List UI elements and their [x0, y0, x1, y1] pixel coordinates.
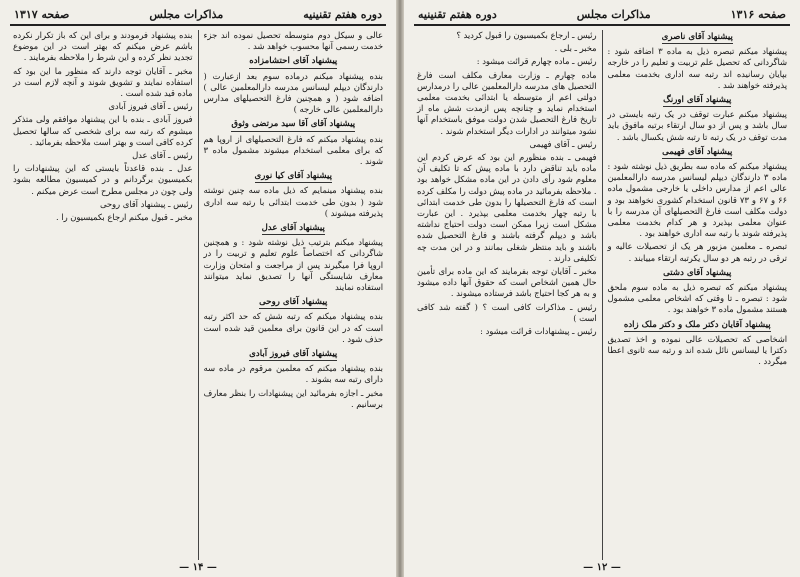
proposal-heading: پیشنهاد آقای آقا سید مرتضی وثوق — [231, 119, 355, 131]
column-rule — [602, 30, 603, 560]
body-paragraph: مخبر ـ قبول میکنم ارجاع بکمیسیون را . — [56, 212, 193, 223]
left-header-title: مذاکرات مجلس — [149, 7, 224, 21]
column-rule — [198, 30, 199, 560]
section-heading-wrapper — [204, 221, 384, 237]
body-paragraph: پیشنهاد میکنم عبارت توقف در یک رتبه بایستی در سال باشد و پس از دو سال ارتقاء برتبه مافوق باید مدت توقف در یک رتبه تا رتبه شش یکسال باشد . — [607, 109, 787, 142]
body-paragraph: مخبر ـ آقایان توجه بفرمایند که این ماده برای تأمین حال همین اشخاص است که حقوق آنها داده میشود و به هر کجا احتیاج باشد فرستاده میشوند . — [417, 266, 597, 299]
body-paragraph: پیشنهاد میکنم تبصره ذیل به ماده ۳ اضافه شود : شاگردانی که تحصیل علم تربیت و تعلیم را در خارجه بپایان رسانیده اند رتبه سه اداری بخدمت معلمی پذیرفته خواهند شد . — [607, 46, 787, 90]
body-paragraph: رئیس ـ پیشنهادات قرائت میشود : — [480, 326, 597, 337]
left-session-label: دوره هفتم تقنینیه — [303, 7, 382, 21]
body-paragraph: عدل ـ بنده قاعدتاً بایستی که این پیشنهادات را بکمیسیون برگردانم و در کمیسیون مطالعه بشود ولی چون در مجلس مطرح است عرض میکنم . — [13, 163, 193, 196]
body-paragraph: رئیس ـ ارجاع بکمیسیون را قبول کردید ؟ — [456, 30, 597, 40]
right-folio: — ۱۲ — — [583, 562, 621, 573]
body-paragraph: رئیس ـ آقای فهیمی — [529, 138, 597, 149]
body-paragraph: فهیمی ـ بنده منظورم این بود که عرض کردم این ماده باید تناقض دارد با ماده پیش که تا تکلیف آن معلوم شود رأی دادن در این ماده مشکل خواهد بود . ملاحظه بفرمائید در ماده پیش دولت را مکلف کرده است که فارغ التحصیلها را بدون طی خدمت ابتدائی با رتبه چهار بخدمت معلمی بپذیرد . این عبارت مشکل است زیرا ممکن است دولت احتیاج نداشته باشد و دیپلم گرفته باشند و فارغ التحصیل شده باشند و باید منتظر شغلی بمانند و در این مدت چه تکلیفی دارند . — [417, 152, 597, 263]
section-heading-wrapper — [608, 93, 788, 109]
proposal-heading: پیشنهاد آقای اورنگ — [663, 95, 731, 107]
right-columns — [414, 30, 790, 560]
proposal-heading: پیشنهاد آقای ناصری — [662, 32, 733, 44]
book-gutter — [396, 0, 404, 577]
section-heading-wrapper — [204, 169, 384, 185]
right-running-head — [414, 6, 790, 26]
proposal-heading: پیشنهاد آقای عدل — [262, 223, 325, 235]
section-heading-wrapper — [204, 117, 384, 133]
right-page-right-column — [605, 30, 791, 560]
section-heading-wrapper — [204, 54, 384, 70]
body-paragraph: تبصره ـ معلمین مزبور هر یک از تحصیلات عالیه و ترقی در رتبه هر دو سال یکرتبه ارتقاء مییابند . — [607, 241, 787, 263]
body-paragraph: رئیس ـ پیشنهاد آقای روحی — [100, 198, 193, 209]
body-paragraph: پیشنهاد میکنم که تبصره ذیل به ماده سوم ملحق شود : تبصره ـ تا وقتی که اشخاص معلمی مشمول هستند مشمول ماده ۳ خواهند بود . — [607, 282, 787, 315]
left-page-label: صفحه ۱۳۱۷ — [14, 7, 70, 21]
body-paragraph: بنده پیشنهاد میکنم درماده سوم بعد ازعبارت ( دارندگان دیپلم لیسانس مدرسه دارالمعلمین عالی ) اضافه شود ( و همچنین فارغ التحصیلهای مدارس دارالمعلمین عالی خارجه ) — [203, 70, 383, 115]
proposal-heading: پیشنهاد آقای احتشامزاده — [249, 56, 337, 68]
right-page-left-column — [414, 30, 600, 560]
left-columns — [10, 30, 386, 560]
right-session-label: دوره هفتم تقنینیه — [418, 7, 497, 21]
left-running-head — [10, 6, 386, 26]
left-folio: — ۱۴ — — [179, 562, 217, 573]
body-paragraph: پیشنهاد میکنم بترتیب ذیل نوشته شود : و همچنین شاگردانی که اختصاصاً علوم تعلیم و تربیت را در اروپا فرا میگیرند پس از مراجعت و امتحان وزارت معارف شایستگی آنها را تصدیق نماید میتوانند استفاده نمایند — [203, 237, 383, 293]
right-header-title: مذاکرات مجلس — [576, 7, 651, 21]
body-paragraph: بنده پیشنهاد میکنم که معلمین مرقوم در ماده سه دارای رتبه سه بشوند . — [203, 363, 383, 385]
left-page-right-column — [201, 30, 387, 560]
body-paragraph: رئیس ـ ماده چهارم قرائت میشود : — [476, 56, 597, 67]
body-paragraph: بنده پیشنهاد میکنم که فارغ التحصیلهای از اروپا هم که برای معلمی استخدام میشوند مشمول ماده ۳ شوند . — [203, 133, 383, 167]
body-paragraph: بنده پیشنهاد مینمایم که ذیل ماده سه چنین نوشته شود ( بدون طی خدمت ابتدائی با رتبه سه اداری پذیرفته میشوند ) — [203, 185, 383, 218]
right-page-label: صفحه ۱۳۱۶ — [730, 7, 786, 21]
section-heading-wrapper — [608, 145, 788, 161]
body-paragraph: اشخاصی که تحصیلات عالی نموده و اخذ تصدیق دکترا یا لیسانس نائل شده اند و رتبه سه ثانوی اعطا میگردد . — [607, 333, 787, 367]
body-paragraph: رئیس ـ مذاکرات کافی است ؟ ( گفته شد کافی است ) — [417, 301, 597, 323]
body-paragraph: رئیس ـ آقای فیروز آبادی — [108, 101, 193, 112]
proposal-heading: پیشنهاد آقای دشتی — [663, 268, 731, 280]
body-paragraph: ماده چهارم ـ وزارت معارف مکلف است فارغ التحصیل های مدرسه دارالمعلمین عالی را درمدارس دولتی اعم از متوسطه یا ابتدائی بخدمت معلمی استخدام نماید و چنانچه پس ازمدت شش ماه از تاریخ فارغ التحصیل شدن دولت موفق باستخدام آنها نشود میتوانند در ادارات دیگر استخدام شوند . — [417, 69, 597, 136]
body-paragraph: بنده پیشنهاد میکنم که رتبه شش که حد اکثر رتبه است که در این قانون برای معلمین قید شده است حذف شود . — [203, 311, 383, 344]
left-page — [0, 0, 396, 577]
section-heading-wrapper — [608, 30, 788, 46]
proposal-heading: پیشنهاد آقایان دکتر ملک و دکتر ملک زاده — [624, 320, 771, 332]
proposal-heading: پیشنهاد آقای فهیمی — [662, 147, 732, 159]
section-heading-wrapper — [608, 318, 788, 334]
section-heading-wrapper — [608, 266, 788, 282]
proposal-heading: پیشنهاد آقای روحی — [259, 297, 327, 309]
left-page-left-column — [10, 30, 196, 560]
body-paragraph: پیشنهاد میکنم که ماده سه بطریق ذیل نوشته شود : ماده ۳ دارندگان دیپلم لیسانس مدرسه دارالمعلمین عالی اعم از مدارس داخلی یا خارجی مشمول ماده ۶۶ و ۶۷ و ۷۳ قانون استخدام کشوری نخواهند بود و دولت مکلف است فارغ التحصیلهای آن مدرسه را با عنوان معلمی بپذیرد و هر کدام بخدمت معلمی پذیرفته شوند با رتبه سه اداری خواهند بود . — [607, 161, 787, 239]
body-paragraph: مخبر ـ آقایان توجه دارند که منظور ما این بود که استفاده نمایند و تشویق شوند و آنچه لازم است در ماده قید شده است . — [13, 65, 193, 99]
body-paragraph: مخبر ـ بلی . — [554, 43, 597, 54]
body-paragraph: عالی و سیکل دوم متوسطه تحصیل نموده اند جزء خدمت رسمی آنها محسوب خواهد شد . — [203, 30, 383, 52]
right-page — [404, 0, 800, 577]
section-heading-wrapper — [204, 347, 384, 363]
section-heading-wrapper — [204, 295, 384, 311]
body-paragraph: بنده پیشنهاد فرمودند و برای این که باز تکرار نکرده باشم عرض میکنم که بهتر است در این موضوع تجدید نظر کرده و این شرط را ملاحظه بفرمایند . — [13, 30, 193, 63]
proposal-heading: پیشنهاد آقای کیا نوری — [255, 171, 332, 183]
body-paragraph: مخبر ـ اجازه بفرمائید این پیشنهادات را بنظر معارف برسانیم . — [203, 387, 383, 409]
proposal-heading: پیشنهاد آقای فیروز آبادی — [249, 349, 337, 361]
body-paragraph: رئیس ـ آقای عدل — [132, 150, 193, 161]
body-paragraph: فیروز آبادی ـ بنده با این پیشنهاد موافقم ولی متذکر میشوم که رتبه سه برای شخصی که سالها تحصیل کرده کافی است و بهتر است ملاحظه بفرمائید . — [13, 114, 193, 147]
